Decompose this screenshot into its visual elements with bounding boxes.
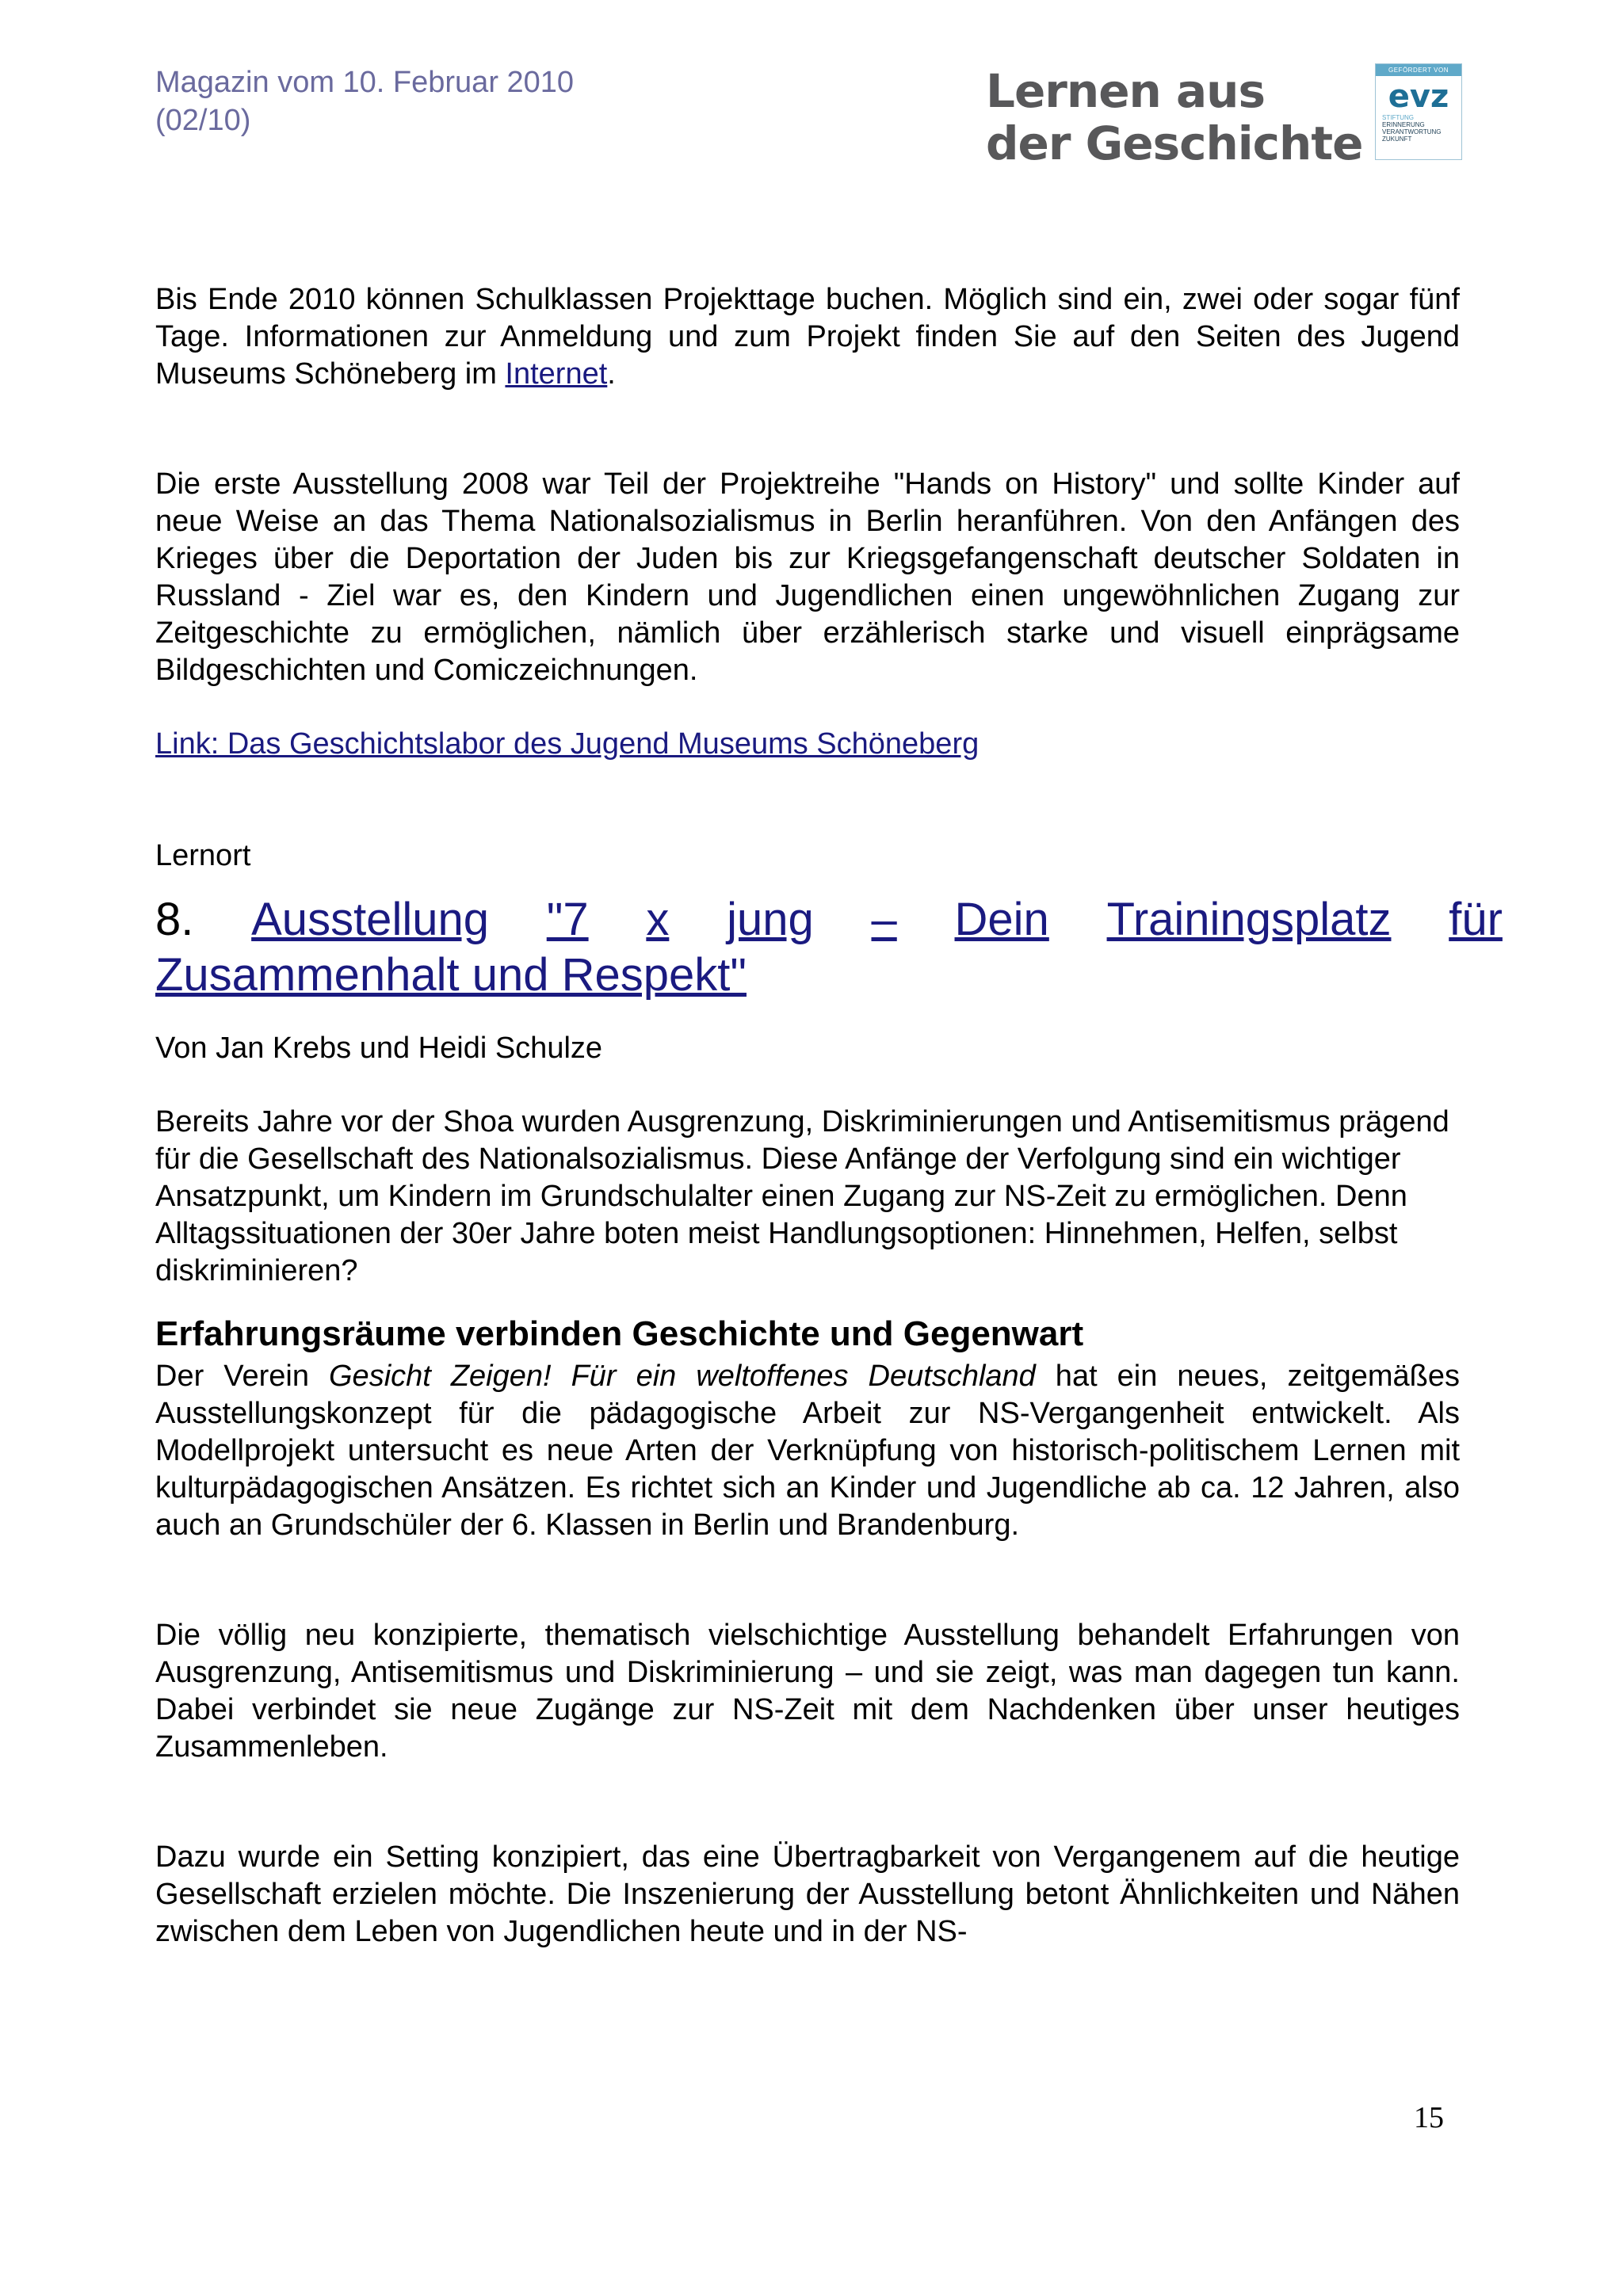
title-word[interactable]: jung [727,894,814,945]
paragraph-booking: Bis Ende 2010 können Schulklassen Projekttage buchen. Möglich sind ein, zwei oder sogar fünf Tage. Informationen zur Anmeldung und zum Projekt finden Sie auf den Seiten des Jugend Museums Schöneberg im Internet. [155,283,1460,391]
title-word[interactable]: x [646,894,670,945]
paragraph-verein: Der Verein Gesicht Zeigen! Für ein weltoffenes Deutschland hat ein neues, zeitgemäßes Ausstellungskonzept für die pädagogische Arbeit zur NS-Vergangenheit entwickelt. Als Modellprojekt untersucht es neue Arten der Verknüpfung von historisch-politischem Lernen mit kulturpädagogischen Ansätzen. Es richtet sich an Kinder und Jugendliche ab ca. 12 Jahren, also auch an Grundschüler der 6. Klassen in Berlin und Brandenburg. [155,1360,1460,1542]
title-word[interactable]: für [1449,894,1503,945]
title-word[interactable]: Ausstellung [251,894,489,945]
article-title [155,892,1503,1003]
paragraph-exhibition: Die völlig neu konzipierte, thematisch vielschichtige Ausstellung behandelt Erfahrungen von Ausgrenzung, Antisemitismus und Diskriminierung – und sie zeigt, was man dagegen tun kann. Dabei verbindet sie neue Zugänge zur NS-Zeit mit dem Nachdenken über unser heutiges Zusammenleben. [155,1619,1460,1764]
article-number: 8. [155,894,194,945]
page-number: 15 [1414,2101,1444,2134]
brand-title: Lernen aus der Geschichte [986,64,1363,170]
title-line-2[interactable]: Zusammenhalt und Respekt" [155,949,747,1001]
paragraph-setting: Dazu wurde ein Setting konzipiert, das eine Übertragbarkeit von Vergangenem auf die heutige Gesellschaft erzielen möchte. Die Inszenierung der Ausstellung betont Ähnlichkeiten und Nähen zwischen dem Leben von Jugendlichen heute und in der NS- [155,1840,1460,1948]
title-word[interactable]: Trainingsplatz [1106,894,1392,945]
magazine-date: Magazin vom 10. Februar 2010 (02/10) [155,66,575,137]
title-word[interactable]: – [871,894,897,945]
page-content [155,281,1503,1951]
byline: Von Jan Krebs und Heidi Schulze [155,1032,603,1065]
evz-logo: GEFÖRDERT VON evz STIFTUNG ERINNERUNG VERANTWORTUNG ZUKUNFT [1375,63,1462,160]
geschichtslabor-link[interactable]: Link: Das Geschichtslabor des Jugend Museums Schöneberg [155,727,980,761]
article-intro: Bereits Jahre vor der Shoa wurden Ausgrenzung, Diskriminierungen und Antisemitismus prägend für die Gesellschaft des Nationalsozialismus. Diese Anfänge der Verfolgung sind ein wichtiger Ansatzpunkt, um Kindern im Grundschulalter einen Zugang zur NS-Zeit zu ermöglichen. Denn Alltagssituationen der 30er Jahre boten meist Handlungsoptionen: Hinnehmen, Helfen, selbst diskriminieren? [155,1105,1449,1287]
internet-link[interactable]: Internet [505,357,608,391]
section-kicker: Lernort [155,839,251,872]
subheading: Erfahrungsräume verbinden Geschichte und Gegenwart [155,1314,1084,1353]
paragraph-exhibition-2008: Die erste Ausstellung 2008 war Teil der Projektreihe "Hands on History" und sollte Kinder auf neue Weise an das Thema Nationalsozialismus in Berlin heranführen. Von den Anfängen des Krieges über die Deportation der Juden bis zur Kriegsgefangenschaft deutscher Soldaten in Russland - Ziel war es, den Kindern und Jugendlichen einen ungewöhnlichen Zugang zur Zeitgeschichte zu ermöglichen, nämlich über erzählerisch starke und visuell einprägsame Bildgeschichten und Comiczeichnungen. [155,467,1460,687]
title-word[interactable]: Dein [954,894,1049,945]
title-word[interactable]: "7 [546,894,589,945]
